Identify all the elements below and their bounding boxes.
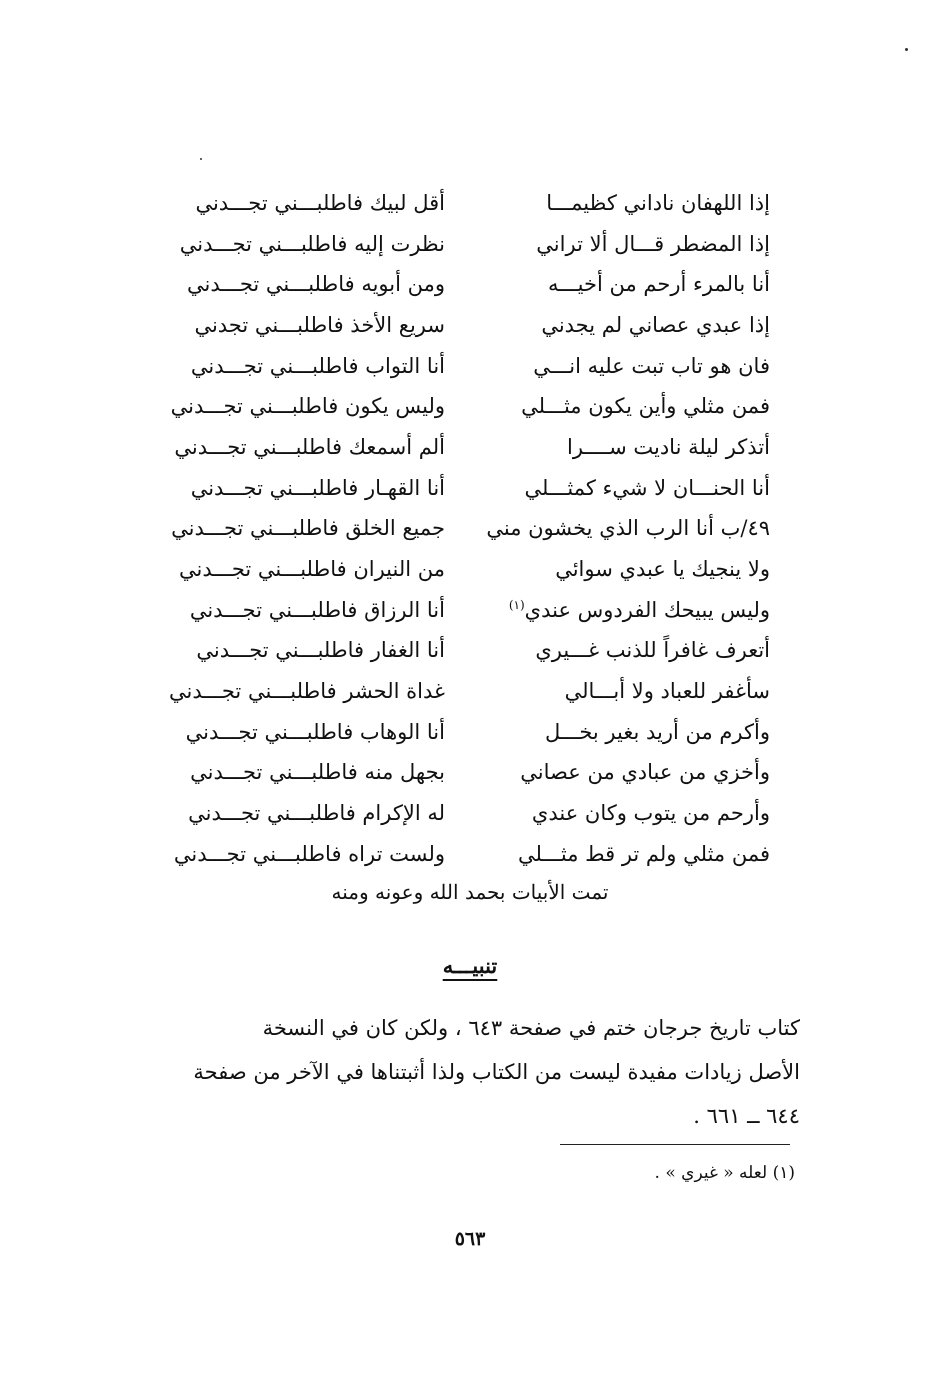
- verse-second-hemistich: أقل لبيك فاطلبـــني تجـــدني: [195, 190, 445, 215]
- verse-row: [170, 427, 770, 468]
- scan-speck: [905, 48, 908, 51]
- verse-row: [170, 346, 770, 387]
- verse-second-hemistich: وليس يكون فاطلبـــني تجـــدني: [170, 394, 445, 419]
- notice-line: الأصل زيادات مفيدة ليست من الكتاب ولذا أثبتناها في الآخر من صفحة: [193, 1060, 800, 1084]
- verse-second-hemistich: ألم أسمعك فاطلبـــني تجـــدني: [174, 434, 445, 459]
- notice-line: ٦٤٤ ــ ٦٦١ .: [693, 1104, 800, 1128]
- verse-row: [170, 753, 770, 794]
- verse-second-hemistich: أنا الغفار فاطلبـــني تجـــدني: [196, 638, 445, 663]
- page-number: ٥٦٣: [454, 1228, 486, 1250]
- verse-row: [170, 793, 770, 834]
- verse-second-hemistich: غداة الحشر فاطلبـــني تجـــدني: [169, 679, 445, 704]
- verse-second-hemistich: له الإكرام فاطلبـــني تجـــدني: [188, 801, 445, 826]
- verse-row: [170, 305, 770, 346]
- verse-row: [170, 834, 770, 875]
- notice-body: [150, 1006, 800, 1138]
- verse-second-hemistich: جميع الخلق فاطلبـــني تجـــدني: [171, 516, 445, 541]
- verse-first-hemistich: أتذكر ليلة ناديت ســــرا: [567, 434, 770, 459]
- verse-row: [170, 509, 770, 550]
- verse-row: [170, 264, 770, 305]
- footnote-marker: (١): [508, 598, 525, 613]
- verse-row: [170, 224, 770, 265]
- verse-first-hemistich: أتعرف غافراً للذنب غـــيري: [535, 638, 770, 663]
- verse-second-hemistich: ومن أبويه فاطلبـــني تجـــدني: [187, 272, 445, 297]
- verse-second-hemistich: أنا الوهاب فاطلبـــني تجـــدني: [185, 719, 445, 744]
- verse-second-hemistich: سريع الأخذ فاطلبـــني تجدني: [194, 312, 445, 337]
- verse-first-hemistich: وليس يبيحك الفردوس عندي$^{(١)}$: [508, 598, 770, 623]
- verse-first-hemistich: أنا الحنـــان لا شيء كمثـــلي: [524, 475, 770, 500]
- verse-first-hemistich: فمن مثلي ولم تر قط مثـــلي: [518, 841, 770, 866]
- verse-first-hemistich: فمن مثلي وأين يكون مثـــلي: [521, 394, 770, 419]
- poem: [170, 183, 770, 875]
- verse-second-hemistich: بجهل منه فاطلبـــني تجـــدني: [190, 760, 445, 785]
- verse-first-hemistich: إذا عبدي عصاني لم يجدني: [541, 312, 770, 337]
- verse-second-hemistich: أنا القهـار فاطلبـــني تجـــدني: [190, 475, 445, 500]
- verse-first-hemistich: ٤٩/ب أنا الرب الذي يخشون مني: [486, 516, 770, 541]
- notice-line: كتاب تاريخ جرجان ختم في صفحة ٦٤٣ ، ولكن كان في النسخة: [262, 1016, 800, 1040]
- verse-first-hemistich: إذا اللهفان ناداني كظيمـــا: [546, 190, 770, 215]
- verse-second-hemistich: نظرت إليه فاطلبـــني تجـــدني: [179, 231, 445, 256]
- verse-first-hemistich: فان هو تاب تبت عليه انـــي: [533, 353, 770, 378]
- verse-second-hemistich: أنا التواب فاطلبـــني تجـــدني: [190, 353, 445, 378]
- verse-second-hemistich: من النيران فاطلبـــني تجـــدني: [179, 557, 445, 582]
- verse-first-hemistich: أنا بالمرء أرحم من أخيـــه: [547, 272, 770, 297]
- scan-speck: [200, 158, 202, 160]
- verse-row: [170, 671, 770, 712]
- verse-first-hemistich: ولا ينجيك يا عبدي سوائي: [555, 557, 770, 582]
- verse-row: [170, 386, 770, 427]
- verse-first-hemistich: وأكرم من أريد بغير بخـــل: [544, 719, 770, 744]
- verse-row: [170, 590, 770, 631]
- verse-second-hemistich: أنا الرزاق فاطلبـــني تجـــدني: [189, 597, 445, 622]
- verse-first-hemistich: وأخزي من عبادي من عصاني: [520, 760, 770, 785]
- notice-title: تنبيـــه: [442, 953, 498, 978]
- verse-row: [170, 183, 770, 224]
- verse-row: [170, 712, 770, 753]
- poem-closing-line: تمت الأبيات بحمد الله وعونه ومنه: [331, 880, 609, 904]
- verse-row: [170, 631, 770, 672]
- verse-first-hemistich: سأغفر للعباد ولا أبـــالي: [564, 679, 770, 704]
- verse-second-hemistich: ولست تراه فاطلبـــني تجـــدني: [173, 841, 445, 866]
- footnote: (١) لعله « غيري » .: [654, 1163, 795, 1183]
- footnote-divider: [560, 1144, 790, 1145]
- verse-row: [170, 468, 770, 509]
- verse-row: [170, 549, 770, 590]
- verse-first-hemistich: وأرحم من يتوب وكان عندي: [531, 801, 770, 826]
- verse-first-hemistich: إذا المضطر قـــال ألا تراني: [536, 231, 770, 256]
